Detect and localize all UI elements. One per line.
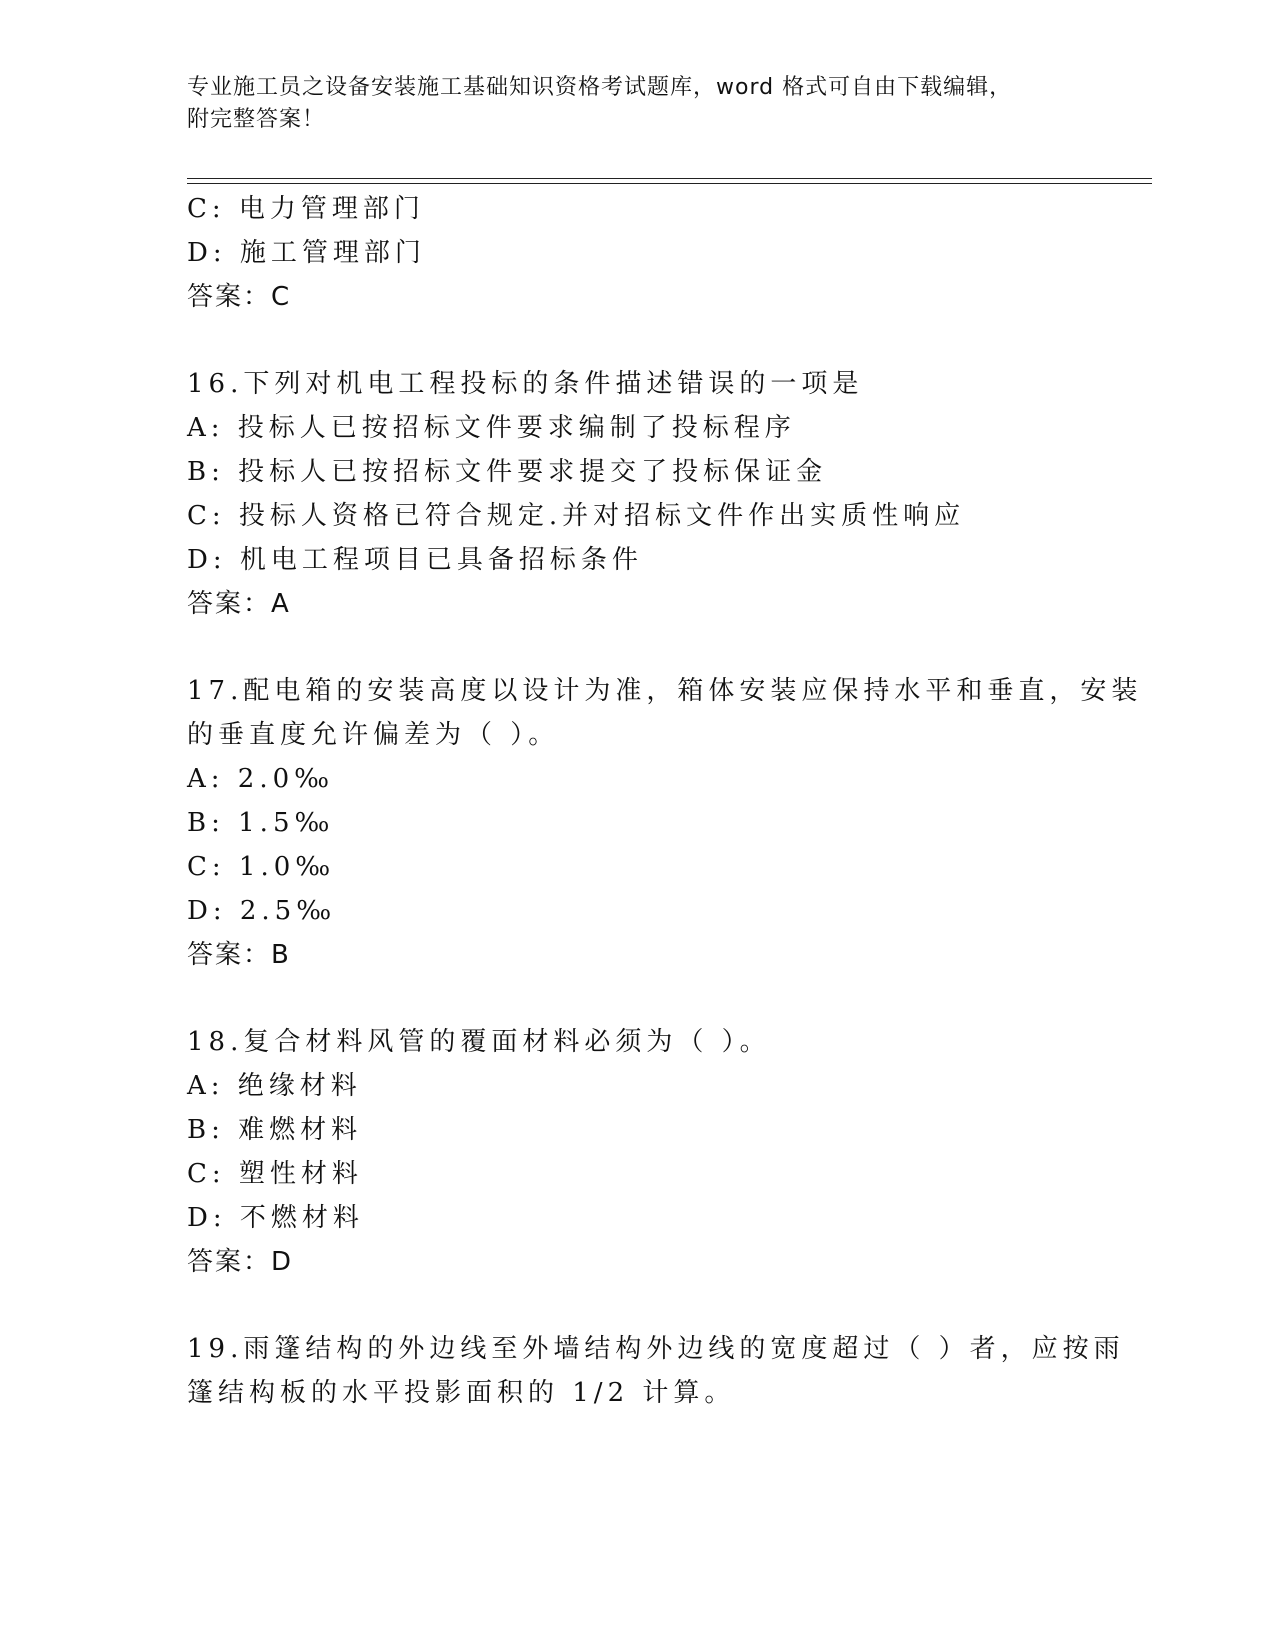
q19-stem-line-1: 19.雨篷结构的外边线至外墙结构外边线的宽度超过（ ）者，应按雨 bbox=[187, 1334, 1125, 1364]
prev-option-d: D: 施工管理部门 bbox=[187, 238, 426, 268]
header-line-1: 专业施工员之设备安装施工基础知识资格考试题库，word 格式可自由下载编辑， bbox=[187, 75, 1013, 100]
q18-option-c: C: 塑性材料 bbox=[187, 1159, 363, 1189]
document-header bbox=[187, 72, 1087, 136]
q17-option-d: D: 2.5‰ bbox=[187, 896, 337, 926]
q17-stem-line-2: 的垂直度允许偏差为（ ）。 bbox=[187, 720, 560, 750]
q18-option-d: D: 不燃材料 bbox=[187, 1203, 364, 1233]
q18-option-a: A: 绝缘材料 bbox=[187, 1071, 362, 1101]
q17-stem-line-1: 17.配电箱的安装高度以设计为准，箱体安装应保持水平和垂直，安装 bbox=[187, 676, 1143, 706]
q18-stem: 18.复合材料风管的覆面材料必须为（ ）。 bbox=[187, 1027, 771, 1057]
q17-answer: 答案：B bbox=[187, 940, 291, 970]
q17-option-b: B: 1.5‰ bbox=[187, 808, 335, 838]
header-line-2: 附完整答案！ bbox=[187, 107, 326, 132]
q16-option-c: C: 投标人资格已符合规定.并对招标文件作出实质性响应 bbox=[187, 501, 966, 531]
q16-option-b: B: 投标人已按招标文件要求提交了投标保证金 bbox=[187, 457, 828, 487]
prev-answer: 答案：C bbox=[187, 282, 292, 312]
q18-option-b: B: 难燃材料 bbox=[187, 1115, 363, 1145]
q18-answer: 答案：D bbox=[187, 1247, 294, 1277]
q17-option-c: C: 1.0‰ bbox=[187, 852, 336, 882]
q17-option-a: A: 2.0‰ bbox=[187, 764, 335, 794]
q19-stem-line-2: 篷结构板的水平投影面积的 1/2 计算。 bbox=[187, 1378, 736, 1408]
header-divider-top bbox=[187, 178, 1152, 179]
header-divider-bottom bbox=[187, 183, 1152, 184]
q16-option-a: A: 投标人已按招标文件要求编制了投标程序 bbox=[187, 413, 796, 443]
q16-option-d: D: 机电工程项目已具备招标条件 bbox=[187, 545, 643, 575]
q16-stem: 16.下列对机电工程投标的条件描述错误的一项是 bbox=[187, 369, 864, 399]
prev-option-c: C: 电力管理部门 bbox=[187, 194, 425, 224]
q16-answer: 答案：A bbox=[187, 589, 291, 619]
